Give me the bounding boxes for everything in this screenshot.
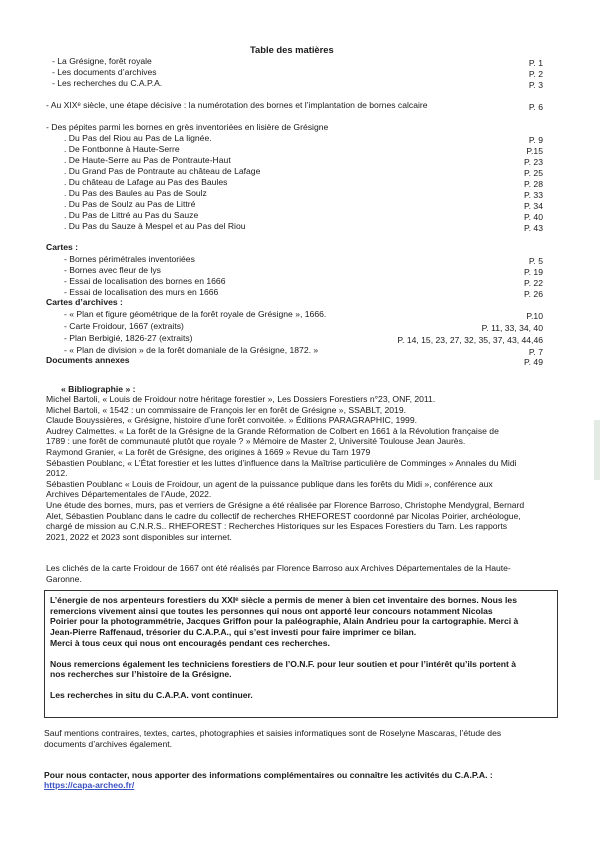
toc-item: . Du château de Lafage au Pas des Baules bbox=[64, 177, 228, 187]
toc-item: - Bornes périmétrales inventoriées bbox=[64, 254, 195, 264]
toc-page: P.10 bbox=[526, 311, 543, 321]
toc-item: - Les documents d’archives bbox=[52, 67, 157, 77]
toc-page: P. 40 bbox=[524, 212, 543, 222]
bibliography-line: chargé de mission au C.N.R.S.. RHEFOREST : Recherches Historiques sur les Espaces Forestiers du Tarn. Les rapports bbox=[46, 521, 508, 532]
authorship-line: documents d’archives également. bbox=[44, 738, 173, 749]
bibliography-line: Claude Bouyssières, « Grésigne, histoire d’une forêt convoitée. » Éditions PARAGRAPHIC, 1999. bbox=[46, 415, 417, 426]
toc-section-heading: Cartes : bbox=[46, 242, 78, 252]
toc-item: - Plan Berbigié, 1826-27 (extraits) bbox=[64, 333, 193, 343]
bibliography-line: Alet, Sébastien Poublanc dans le cadre du collectif de recherches RHEFOREST coordonné par Nicolas Poirier, archéologue, bbox=[46, 510, 521, 521]
contact-link[interactable]: https://capa-archeo.fr/ bbox=[44, 780, 135, 790]
bibliography-heading: « Bibliographie » : bbox=[61, 384, 136, 394]
acknowledgements-box bbox=[44, 590, 558, 718]
toc-item: . De Fontbonne à Haute-Serre bbox=[64, 144, 180, 154]
photo-credits bbox=[46, 563, 566, 584]
toc-item: - Bornes avec fleur de lys bbox=[64, 265, 161, 275]
authorship-note bbox=[44, 728, 564, 749]
toc-page: P. 11, 33, 34, 40 bbox=[481, 323, 543, 333]
acknowledgement-line: Les recherches in situ du C.A.P.A. vont continuer. bbox=[50, 689, 253, 700]
toc-section-heading: Documents annexes bbox=[46, 355, 130, 365]
acknowledgement-line: L’énergie de nos arpenteurs forestiers du XXIᵉ siècle a permis de mener à bien cet inventaire des bornes. Nous les bbox=[50, 595, 517, 605]
toc-page: P. 14, 15, 23, 27, 32, 35, 37, 43, 44,46 bbox=[397, 335, 543, 345]
bibliography-line: 2012. bbox=[46, 468, 68, 479]
toc-item: - Carte Froidour, 1667 (extraits) bbox=[64, 321, 184, 331]
toc-item: . De Haute-Serre au Pas de Pontraute-Haut bbox=[64, 155, 231, 165]
toc-page: P. 1 bbox=[528, 58, 543, 68]
page-title: Table des matières bbox=[250, 44, 334, 55]
toc-page: P. 3 bbox=[528, 80, 543, 90]
bibliography-line: Archives Départementales de l’Aude, 2022. bbox=[46, 489, 212, 500]
acknowledgement-line: remercions vivement ainsi que toutes les personnes qui nous ont apporté leur concours notamment Nicolas bbox=[50, 605, 493, 616]
bibliography-line: Une étude des bornes, murs, pas et verriers de Grésigne a été réalisée par Florence Barroso, Christophe Mendygral, Bernard bbox=[46, 499, 525, 510]
toc-item: . Du Pas de Soulz au Pas de Littré bbox=[64, 199, 196, 209]
toc-item: . Du Pas du Sauze à Mespel et au Pas del Riou bbox=[64, 221, 246, 231]
toc-page: P. 19 bbox=[524, 267, 543, 277]
toc-page: P. 6 bbox=[528, 102, 543, 112]
acknowledgement-line: nos recherches sur l’histoire de la Grésigne. bbox=[50, 669, 232, 680]
acknowledgement-line: Nous remercions également les techniciens forestiers de l’O.N.F. pour leur soutien et pour l’intérêt qu’ils portent à bbox=[50, 658, 517, 669]
authorship-line: Sauf mentions contraires, textes, cartes, photographies et saisies informatiques sont de Roselyne Mascaras, l’étude des bbox=[44, 728, 502, 738]
toc-item: - Essai de localisation des murs en 1666 bbox=[64, 287, 219, 297]
toc-item: . Du Pas des Baules au Pas de Soulz bbox=[64, 188, 207, 198]
bibliography-line: Raymond Granier, « La forêt de Grésigne, des origines à 1669 » Revue du Tarn 1979 bbox=[46, 446, 371, 457]
photo-credits-line: Les clichés de la carte Froidour de 1667 ont été réalisés par Florence Barroso aux Archives Départementales de la Haute- bbox=[46, 563, 511, 573]
toc-item: - Essai de localisation des bornes en 1666 bbox=[64, 276, 226, 286]
toc-page: P. 5 bbox=[528, 256, 543, 266]
toc-item: . Du Pas de Littré au Pas du Sauze bbox=[64, 210, 199, 220]
toc-page: P. 28 bbox=[524, 179, 543, 189]
toc-page: P. 7 bbox=[528, 347, 543, 357]
photo-credits-line: Garonne. bbox=[46, 573, 82, 584]
toc-page: P. 33 bbox=[524, 190, 543, 200]
toc-item: - « Plan et figure géométrique de la forêt royale de Grésigne », 1666. bbox=[64, 309, 327, 319]
bibliography-line: Audrey Calmettes. « La forêt de la Grésigne de la Grande Réformation de Colbert en 1661 à la Révolution française de bbox=[46, 425, 499, 436]
toc-item: - « Plan de division » de la forêt domaniale de la Grésigne, 1872. » bbox=[64, 345, 319, 355]
bibliography-line: Sébastien Poublanc, « L’État forestier et les luttes d’influence dans la Maîtrise particulière de Comminges » Annales du Midi bbox=[46, 457, 517, 468]
bibliography bbox=[46, 394, 566, 542]
toc-page: P. 25 bbox=[524, 168, 543, 178]
toc-item: - Les recherches du C.A.P.A. bbox=[52, 78, 163, 88]
toc-page: P. 22 bbox=[524, 278, 543, 288]
acknowledgement-line: Merci à tous ceux qui nous ont encouragés pendant ces recherches. bbox=[50, 637, 330, 648]
bibliography-line: Michel Bartoli, « Louis de Froidour notre héritage forestier », Les Dossiers Forestiers n°23, ONF, 2011. bbox=[46, 394, 436, 404]
bibliography-line: 2021, 2022 et 2023 sont disponibles sur internet. bbox=[46, 531, 232, 542]
toc-page: P. 34 bbox=[524, 201, 543, 211]
toc-page: P. 9 bbox=[528, 135, 543, 145]
toc-section-heading: Cartes d’archives : bbox=[46, 297, 123, 307]
toc-item-xix: - Au XIXᵉ siècle, une étape décisive : la numérotation des bornes et l’implantation de bornes calcaire bbox=[46, 100, 428, 110]
toc-item: . Du Grand Pas de Pontraute au château de Lafage bbox=[64, 166, 261, 176]
bibliography-line: 1789 : une forêt de communauté plutôt que royale ? » Mémoire de Master 2, Université Toulouse Jean Jaurès. bbox=[46, 436, 466, 447]
toc-page: P.15 bbox=[526, 146, 543, 156]
toc-section-heading: - Des pépites parmi les bornes en grès inventoriées en lisière de Grésigne bbox=[46, 122, 329, 132]
scan-edge bbox=[594, 420, 600, 480]
bibliography-line: Sébastien Poublanc « Louis de Froidour, un agent de la puissance publique dans les forêts du Midi », conférence aux bbox=[46, 478, 493, 489]
acknowledgement-line: Poirier pour la photogrammétrie, Jacques Griffon pour la paléographie, Alain Andrieu pour la cartographie. Merci à bbox=[50, 616, 519, 627]
toc-page: P. 23 bbox=[524, 157, 543, 167]
contact-text: Pour nous contacter, nous apporter des informations complémentaires ou connaître les activités du C.A.P.A. : bbox=[44, 770, 493, 780]
bibliography-line: Michel Bartoli, « 1542 : un commissaire de François Ier en forêt de Grésigne », SSABLT, 2019. bbox=[46, 404, 407, 415]
toc-item: . Du Pas del Riou au Pas de La lignée. bbox=[64, 133, 212, 143]
toc-page: P. 43 bbox=[524, 223, 543, 233]
toc-item: - La Grésigne, forêt royale bbox=[52, 56, 152, 66]
toc-page: P. 2 bbox=[528, 69, 543, 79]
toc-page: P. 49 bbox=[524, 357, 543, 367]
toc-page: P. 26 bbox=[524, 289, 543, 299]
acknowledgement-line: Jean-Pierre Raffenaud, trésorier du C.A.P.A., qui s’est investi pour faire imprimer ce bilan. bbox=[50, 627, 417, 638]
